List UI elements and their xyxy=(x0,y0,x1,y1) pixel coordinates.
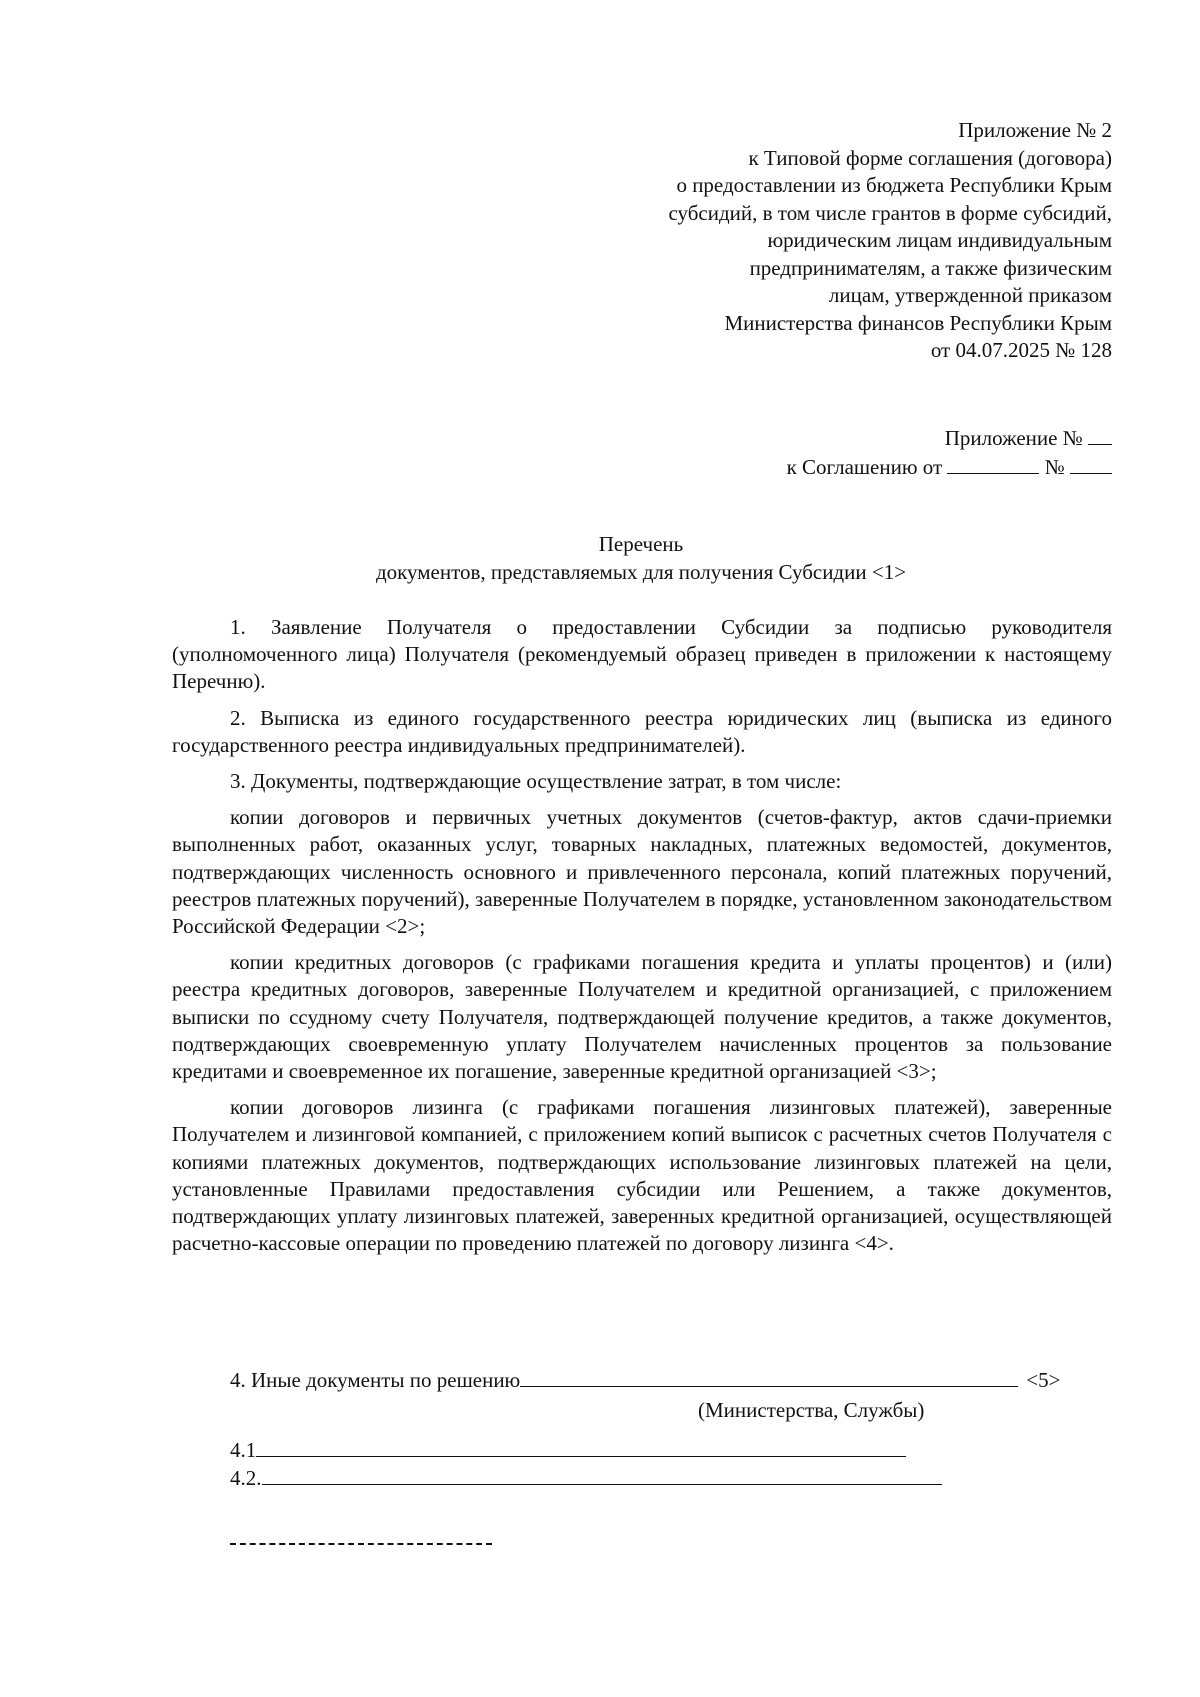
header-line: Министерства финансов Республики Крым xyxy=(724,310,1112,335)
header-approval-block xyxy=(552,117,1112,365)
subitem-blank-line xyxy=(262,1464,942,1485)
item-4-label: 4. Иные документы по решению xyxy=(230,1368,521,1392)
annex-number-label: Приложение № xyxy=(944,426,1083,450)
agreement-number-label: № xyxy=(1044,454,1065,479)
paragraph-item-2: 2. Выписка из единого государственного реестра юридических лиц (выписка из единого государственного реестра индивидуальных предпринимателей). xyxy=(172,705,1112,757)
header-line: предпринимателям, а также физическим xyxy=(749,255,1112,280)
title-line-1: Перечень xyxy=(598,532,684,556)
annex-number-line xyxy=(592,424,1112,453)
ministry-caption: (Министерства, Службы) xyxy=(698,1398,925,1422)
paragraph-credit-contracts: копии кредитных договоров (с графиками погашения кредита и уплаты процентов) и (или) реестра кредитных договоров, заверенные Получателем и кредитной организацией, с приложением выписки по ссудному счету Получателя, подтверждающей получение кредитов, а также документов, подтверждающих своевременную уплату Получателем начисленных процентов за пользование кредитами и своевременное их погашение, заверенные кредитной организацией <3>; xyxy=(172,950,1112,1084)
paragraph-item-1: 1. Заявление Получателя о предоставлении Субсидии за подписью руководителя (уполномоченного лица) Получателя (рекомендуемый образец приведен в приложении к настоящему Перечню). xyxy=(172,615,1112,694)
title-line-2: документов, представляемых для получения Субсидии <1> xyxy=(375,560,907,584)
paragraph-leasing-contracts: копии договоров лизинга (с графиками погашения лизинговых платежей), заверенные Получателем и лизинговой компанией, с приложением копий выписок с расчетных счетов Получателя с копиями платежных документов, подтверждающих использование лизинговых платежей на цели, установленные Правилами предоставления субсидии или Решением, а также документов, подтверждающих уплату лизинговых платежей, заверенных кредитной организацией, осуществляющей расчетно-кассовые операции по проведению платежей по договору лизинга <4>. xyxy=(172,1095,1112,1256)
header-line: субсидий, в том числе грантов в форме субсидий, xyxy=(668,200,1112,225)
subitem-label: 4.1 xyxy=(230,1438,257,1462)
header-line: о предоставлении из бюджета Республики Крым xyxy=(676,173,1112,197)
subitem-blank-line xyxy=(256,1436,906,1457)
document-title xyxy=(170,530,1112,586)
footnote-ref-5: <5> xyxy=(1026,1368,1061,1392)
document-body xyxy=(172,614,1112,1266)
paragraph-contracts-primary-docs: копии договоров и первичных учетных документов (счетов-фактур, актов сдачи-приемки выполненных работ, оказанных услуг, товарных накладных, платежных ведомостей, документов, подтверждающих численность основного и привлеченного персонала, копий платежных поручений, реестров платежных поручений), заверенные Получателем в порядке, установленном законодательством Российской Федерации <2>; xyxy=(172,805,1112,939)
agreement-date-label: к Соглашению от xyxy=(786,454,943,479)
agreement-date-blank xyxy=(947,453,1039,474)
footnote-separator xyxy=(230,1543,492,1545)
subitem-label: 4.2. xyxy=(230,1466,262,1490)
agreement-number-blank xyxy=(1070,453,1112,474)
header-line: юридическим лицам индивидуальным xyxy=(767,228,1112,252)
header-line: от 04.07.2025 № 128 xyxy=(930,338,1112,362)
header-line: Приложение № 2 xyxy=(958,118,1112,142)
item-4-other-documents xyxy=(230,1366,1110,1394)
header-line: к Типовой форме соглашения (договора) xyxy=(748,145,1112,170)
paragraph-item-3: 3. Документы, подтверждающие осуществление затрат, в том числе: xyxy=(230,769,842,794)
subitem-4-1 xyxy=(230,1436,906,1464)
agreement-reference-line xyxy=(592,453,1112,482)
annex-reference-block xyxy=(592,424,1112,481)
header-line: лицам, утвержденной приказом xyxy=(828,283,1112,307)
item-4-blank-line xyxy=(520,1366,1018,1387)
annex-number-blank xyxy=(1088,424,1112,445)
subitem-4-2 xyxy=(230,1464,942,1492)
